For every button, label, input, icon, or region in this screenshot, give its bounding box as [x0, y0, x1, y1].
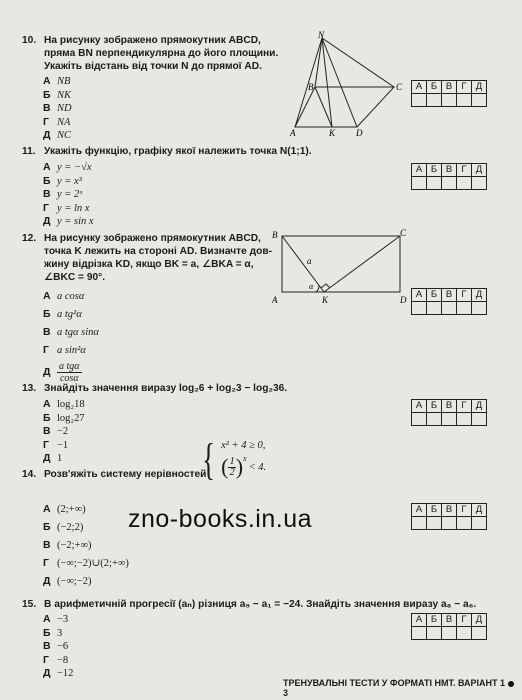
question-11 — [22, 145, 312, 229]
question-number: 14. — [22, 469, 37, 480]
label-d: D — [400, 295, 407, 305]
question-12 — [22, 232, 272, 385]
answer-grid-14[interactable]: А Б В Г Д — [411, 503, 487, 530]
option-v[interactable]: В (−2;+∞) — [43, 538, 92, 551]
inequality-system: { x² + 4 ≥ 0, ( $\frac{1}{2}$ ) $^x$ < 4. — [202, 435, 267, 484]
fraction-numerator: a tgα — [59, 360, 80, 372]
label-c: C — [396, 82, 403, 92]
label-alpha: α — [309, 282, 314, 291]
option-b[interactable]: Б (−2;2) — [43, 520, 84, 533]
question-number: 12. — [22, 233, 37, 244]
option-d[interactable]: Д y = sin x — [43, 215, 94, 228]
question-text: Розв'яжіть систему нерівностей — [44, 469, 207, 480]
label-k: K — [322, 295, 329, 305]
question-text-line: жину відрізка KD, якщо BK = a, ∠BKA = α, — [44, 259, 254, 270]
answer-grid-15[interactable]: А Б В Г Д — [411, 613, 487, 640]
rectangle-figure — [266, 228, 416, 308]
label-b: B — [308, 82, 314, 92]
question-text-line: точка K лежить на стороні AD. Визначте дов- — [44, 246, 272, 257]
pyramid-figure — [282, 30, 407, 142]
fraction-numerator: 1 — [229, 455, 235, 467]
answer-grid-11[interactable]: А Б В Г Д — [411, 163, 487, 190]
answer-grid-12[interactable]: А Б В Г Д — [411, 288, 487, 315]
question-15 — [22, 598, 476, 681]
label-c: C — [400, 228, 407, 238]
question-text: Знайдіть значення виразу log₂6 + log₂3 − log₂36. — [44, 383, 288, 394]
label-a-segment: a — [307, 256, 312, 266]
option-g[interactable]: Г (−∞;−2)∪(2;+∞) — [43, 556, 129, 569]
system-line-1: x² + 4 ≥ 0, — [221, 440, 266, 451]
option-g[interactable]: Г a sin²α — [43, 343, 86, 356]
fraction-denominator: cosα — [59, 372, 79, 384]
option-g[interactable]: Г y = ln x — [43, 201, 90, 214]
option-g[interactable]: Г NA — [43, 115, 71, 128]
option-d[interactable]: Д a tgα cosα — [43, 360, 80, 384]
question-text-line: На рисунку зображено прямокутник ABCD, — [44, 233, 261, 244]
option-v[interactable]: В ND — [43, 102, 72, 115]
question-text-line: пряма BN перпендикулярна до його площини. — [44, 48, 279, 59]
label-n: N — [318, 30, 325, 40]
question-number: 11. — [22, 146, 36, 157]
question-text-line: Укажіть відстань від точки N до прямої AD. — [44, 61, 262, 72]
question-text: Укажіть функцію, графіку якої належить точка N(1;1). — [44, 146, 312, 157]
watermark: zno-books.in.ua — [128, 505, 313, 533]
bullet-icon — [508, 681, 514, 687]
system-line-2: < 4. — [248, 461, 267, 473]
answer-grid-13[interactable]: А Б В Г Д — [411, 399, 487, 426]
question-number: 13. — [22, 383, 37, 394]
option-b[interactable]: Б NK — [43, 88, 72, 101]
option-a[interactable]: А y = −√x — [43, 161, 92, 174]
option-g[interactable]: Г −8 — [43, 653, 69, 666]
option-b[interactable]: Б a tg²α — [43, 307, 82, 320]
option-d[interactable]: Д NC — [43, 129, 72, 142]
option-b[interactable]: Б y = x³ — [43, 174, 82, 187]
option-b[interactable]: Б 3 — [43, 626, 63, 639]
option-d[interactable]: Д 1 — [43, 452, 63, 465]
option-b[interactable]: Б log₂27 — [43, 411, 85, 424]
question-14-options — [22, 500, 129, 590]
option-a[interactable]: А −3 — [43, 613, 69, 626]
option-a[interactable]: А NB — [43, 75, 71, 88]
option-d[interactable]: Д (−∞;−2) — [43, 574, 92, 587]
question-text-line: На рисунку зображено прямокутник ABCD, — [44, 35, 261, 46]
question-14 — [22, 468, 206, 481]
fraction-denominator: 2 — [229, 466, 235, 478]
option-d[interactable]: Д −12 — [43, 667, 74, 680]
question-text: В арифметичній прогресії (aₙ) різниця a₉ − a₁ = −24. Знайдіть значення виразу a₈ − a₆. — [44, 599, 477, 610]
label-b: B — [272, 230, 278, 240]
page-footer — [283, 678, 522, 698]
footer-text: ТРЕНУВАЛЬНІ ТЕСТИ У ФОРМАТІ НМТ. ВАРІАНТ 1 — [283, 678, 506, 688]
question-number: 15. — [22, 599, 37, 610]
exponent: x — [243, 454, 247, 463]
question-10 — [22, 34, 278, 143]
label-a: A — [272, 295, 278, 305]
option-v[interactable]: В a tgα sinα — [43, 325, 99, 338]
label-k: K — [329, 128, 336, 138]
option-v[interactable]: В −2 — [43, 425, 69, 438]
option-v[interactable]: В y = 2ˣ — [43, 188, 83, 201]
option-g[interactable]: Г −1 — [43, 438, 69, 451]
page-number: 3 — [283, 688, 289, 698]
answer-grid-10[interactable]: А Б В Г Д — [411, 80, 487, 107]
option-a[interactable]: А log₂18 — [43, 398, 85, 411]
option-v[interactable]: В −6 — [43, 640, 69, 653]
label-a: A — [290, 128, 296, 138]
option-a[interactable]: А (2;+∞) — [43, 502, 86, 515]
option-a[interactable]: А a cosα — [43, 289, 85, 302]
label-d: D — [356, 128, 363, 138]
question-number: 10. — [22, 35, 37, 46]
question-text-line: ∠BKC = 90°. — [44, 272, 106, 283]
